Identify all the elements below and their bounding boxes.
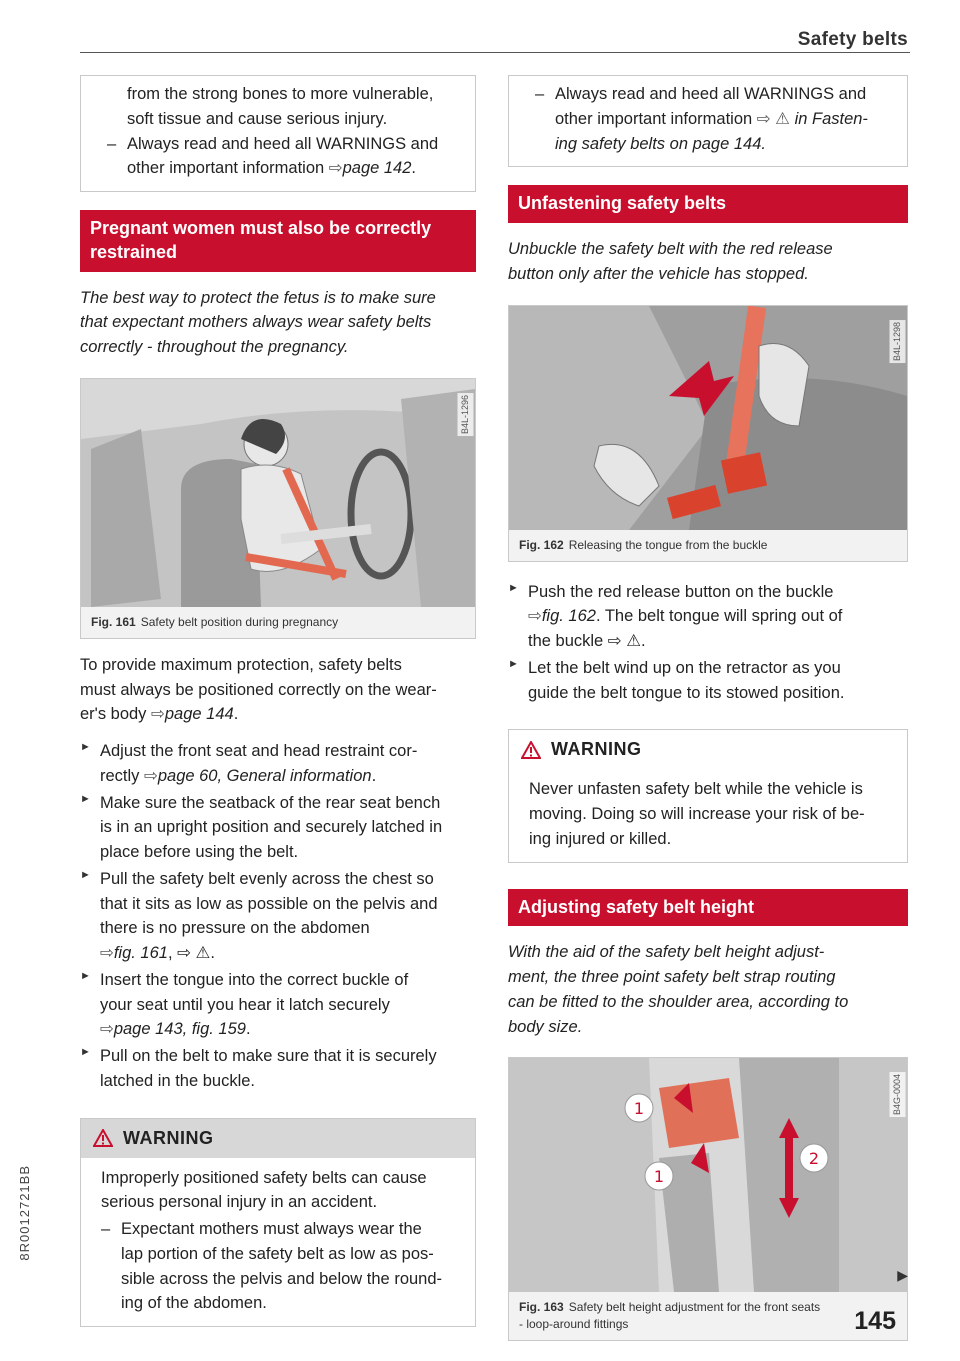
arrow-right-icon: ⇨ xyxy=(151,705,165,724)
step-text: Pull the safety belt evenly across the chest so xyxy=(100,869,434,888)
intro-line: that expectant mothers always wear safety belts xyxy=(80,313,432,332)
section-title-adjusting-height: Adjusting safety belt height xyxy=(508,889,908,927)
intro-line: can be fitted to the shoulder area, according to xyxy=(508,992,849,1011)
figure-caption xyxy=(81,607,475,638)
warning-box xyxy=(508,729,908,862)
section-intro xyxy=(508,940,908,1039)
page-reference-link[interactable]: page 142 xyxy=(342,159,412,178)
left-column xyxy=(80,75,476,1327)
continued-note-box xyxy=(80,75,476,192)
note-line: soft tissue and cause serious injury. xyxy=(127,109,388,128)
document-code: 8R0012721BB xyxy=(17,1165,32,1261)
intro-line: ment, the three point safety belt strap routing xyxy=(508,968,836,987)
continued-note-box xyxy=(508,75,908,167)
step-text: Adjust the front seat and head restraint cor- xyxy=(100,742,418,761)
note-text: . xyxy=(411,159,417,178)
arrow-right-icon: ⇨ xyxy=(100,1020,114,1039)
page-reference-link[interactable]: page 143, fig. 159 xyxy=(113,1020,246,1039)
step-text: . The belt tongue will spring out of xyxy=(595,607,843,626)
arrow-right-icon: ⇨ xyxy=(328,159,343,178)
step-list xyxy=(80,739,476,1094)
page-reference-link[interactable]: page 144 xyxy=(164,705,234,724)
step-text: Insert the tongue into the correct buckle of xyxy=(100,970,409,989)
note-text: other important information xyxy=(555,109,757,128)
warning-triangle-icon xyxy=(93,1129,113,1147)
step-text: Let the belt wind up on the retractor as you xyxy=(528,658,841,677)
warning-box xyxy=(80,1118,476,1328)
page-reference-link[interactable]: in Fasten- xyxy=(794,109,868,128)
step-text: your seat until you hear it latch securely xyxy=(100,995,390,1014)
buckle-release-illustration xyxy=(509,306,907,530)
step-item xyxy=(80,739,476,789)
note-line: from the strong bones to more vulnerable, xyxy=(127,85,434,103)
warning-title: WARNING xyxy=(551,739,642,760)
callout-2: 2 xyxy=(808,1149,820,1169)
figure-code: B4L-1298 xyxy=(890,320,906,363)
warning-dash-item xyxy=(101,1217,463,1316)
warning-text: Never unfasten safety belt while the vehicle is xyxy=(529,780,863,799)
figure-caption xyxy=(509,530,907,561)
section-title-line: Pregnant women must also be correctly xyxy=(90,218,432,238)
figure-label: Fig. 161 xyxy=(91,614,136,629)
step-item xyxy=(80,968,476,1042)
body-line: must always be positioned correctly on the wear- xyxy=(80,680,437,699)
figure-code: B4G-0004 xyxy=(890,1072,906,1117)
step-text: rectly xyxy=(100,766,145,785)
warning-title: WARNING xyxy=(123,1127,214,1148)
step-item xyxy=(508,656,908,706)
callout-1: 1 xyxy=(653,1167,665,1187)
step-item xyxy=(80,791,476,865)
warning-body xyxy=(81,1158,475,1327)
warning-text: lap portion of the safety belt as low as pos- xyxy=(121,1244,434,1263)
body-line: er's body xyxy=(80,705,152,724)
step-text: there is no pressure on the abdomen xyxy=(100,919,370,938)
arrow-right-icon: ⇨ ⚠ xyxy=(756,109,795,128)
caption-text: Safety belt position during pregnancy xyxy=(140,614,339,629)
step-list xyxy=(508,580,908,706)
step-text: Pull on the belt to make sure that it is securely xyxy=(100,1047,437,1066)
callout-1: 1 xyxy=(633,1099,645,1119)
intro-line: button only after the vehicle has stopped. xyxy=(508,264,809,283)
running-header: Safety belts xyxy=(797,29,908,50)
note-text: other important information xyxy=(127,159,329,178)
step-text: the buckle ⇨ ⚠. xyxy=(528,632,646,651)
figure-image xyxy=(81,379,475,607)
section-title-pregnant-women xyxy=(80,210,476,272)
note-text: Always read and heed all WARNINGS and xyxy=(555,85,867,103)
caption-text: Safety belt height adjustment for the front seats xyxy=(568,1300,821,1315)
note-text: Always read and heed all WARNINGS and xyxy=(127,134,439,153)
note-dash-item xyxy=(107,132,457,182)
warning-text: ing injured or killed. xyxy=(529,829,672,848)
warning-text: serious personal injury in an accident. xyxy=(101,1193,378,1212)
warning-header xyxy=(509,730,907,769)
figure-code: B4L-1296 xyxy=(458,393,474,436)
body-line: . xyxy=(233,705,239,724)
warning-text: Improperly positioned safety belts can cause xyxy=(101,1168,427,1187)
warning-text: ing of the abdomen. xyxy=(121,1294,267,1313)
figure-161 xyxy=(80,378,476,639)
right-column xyxy=(508,75,908,1341)
warning-text: Expectant mothers must always wear the xyxy=(121,1220,422,1239)
warning-body xyxy=(509,769,907,861)
section-title-line: restrained xyxy=(90,241,178,262)
caption-text: - loop-around fittings xyxy=(519,1316,629,1331)
figure-163 xyxy=(508,1057,908,1340)
warning-text: sible across the pelvis and below the round- xyxy=(121,1269,443,1288)
step-item xyxy=(508,580,908,654)
step-text: , ⇨ ⚠. xyxy=(167,944,215,963)
caption-text: Releasing the tongue from the buckle xyxy=(568,537,768,552)
step-item xyxy=(80,867,476,966)
intro-line: With the aid of the safety belt height adjust- xyxy=(508,943,825,962)
step-text: Push the red release button on the buckle xyxy=(528,582,834,601)
pregnant-driver-illustration xyxy=(81,379,475,607)
intro-line: Unbuckle the safety belt with the red release xyxy=(508,240,833,258)
section-intro xyxy=(80,286,476,360)
figure-label: Fig. 163 xyxy=(519,1300,564,1315)
page-number: 145 xyxy=(854,1307,896,1335)
figure-reference-link[interactable]: fig. 161 xyxy=(113,944,168,963)
step-text: Make sure the seatback of the rear seat bench xyxy=(100,793,441,812)
figure-image xyxy=(509,1058,907,1292)
arrow-right-icon: ⇨ xyxy=(528,607,542,626)
step-text: place before using the belt. xyxy=(100,843,299,862)
arrow-right-icon: ⇨ xyxy=(100,944,114,963)
intro-line: body size. xyxy=(508,1017,583,1036)
page-reference-link[interactable]: page 60, General information xyxy=(157,766,372,785)
warning-triangle-icon xyxy=(521,741,541,759)
figure-image xyxy=(509,306,907,530)
step-text: is in an upright position and securely latched in xyxy=(100,818,443,837)
note-dash-item xyxy=(535,82,889,156)
figure-162 xyxy=(508,305,908,562)
header-rule xyxy=(80,52,910,53)
figure-caption xyxy=(509,1292,907,1339)
intro-line: correctly - throughout the pregnancy. xyxy=(80,338,349,356)
intro-line: The best way to protect the fetus is to make sure xyxy=(80,288,436,307)
step-text: . xyxy=(371,766,377,785)
figure-reference-link[interactable]: fig. 162 xyxy=(541,607,596,626)
body-paragraph xyxy=(80,653,476,727)
arrow-right-icon: ⇨ xyxy=(144,766,158,785)
body-line: To provide maximum protection, safety belts xyxy=(80,655,402,674)
step-text: that it sits as low as possible on the pelvis and xyxy=(100,894,438,913)
step-text: guide the belt tongue to its stowed position. xyxy=(528,683,845,702)
warning-text: moving. Doing so will increase your risk of be- xyxy=(529,805,865,824)
step-text: latched in the buckle. xyxy=(100,1071,256,1090)
step-item xyxy=(80,1044,476,1094)
belt-height-adjustment-illustration xyxy=(509,1058,907,1292)
continue-arrow-icon: ▶ xyxy=(897,1267,908,1283)
section-title-unfastening: Unfastening safety belts xyxy=(508,185,908,223)
warning-header xyxy=(81,1119,475,1158)
step-text: . xyxy=(245,1020,251,1039)
figure-label: Fig. 162 xyxy=(519,537,564,552)
page-reference-link[interactable]: ing safety belts on page 144. xyxy=(555,134,766,153)
section-intro xyxy=(508,237,908,287)
